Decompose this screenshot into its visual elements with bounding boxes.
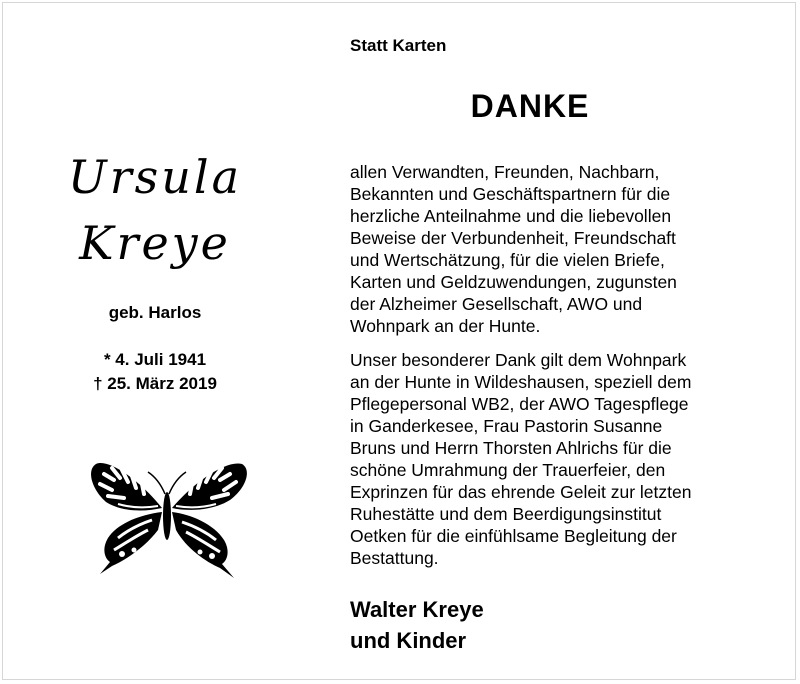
text-line: Bruns und Herrn Thorsten Ahlrichs für die bbox=[350, 438, 672, 458]
text-line: herzliche Anteilnahme und die liebevollen bbox=[350, 206, 672, 226]
birth-date: * 4. Juli 1941 bbox=[103, 350, 207, 369]
signature bbox=[350, 594, 484, 656]
text-line: in Ganderkesee, Frau Pastorin Susanne bbox=[350, 416, 663, 436]
text-line: allen Verwandten, Freunden, Nachbarn, bbox=[350, 162, 660, 182]
text-line: schöne Umrahmung der Trauerfeier, den bbox=[350, 460, 666, 480]
deceased-last-name: Kreye bbox=[79, 216, 231, 270]
text-line: Unser besonderer Dank gilt dem Wohnpark bbox=[350, 350, 687, 370]
text-line: der Alzheimer Gesellschaft, AWO und bbox=[350, 294, 643, 314]
thanks-paragraph-1 bbox=[350, 161, 750, 337]
text-line: Pflegepersonal WB2, der AWO Tagespflege bbox=[350, 394, 689, 414]
birth-name: geb. Harlos bbox=[108, 303, 202, 322]
text-line: Beweise der Verbundenheit, Freundschaft bbox=[350, 228, 676, 248]
text-line: Wohnpark an der Hunte. bbox=[350, 316, 541, 336]
life-dates bbox=[40, 348, 270, 396]
text-line: Ruhestätte und dem Beerdigungsinstitut bbox=[350, 504, 662, 524]
deceased-first-name: Ursula bbox=[67, 150, 243, 204]
text-line: Bestattung. bbox=[350, 548, 439, 568]
text-line: und Wertschätzung, für die vielen Briefe, bbox=[350, 250, 665, 270]
text-line: Bekannten und Geschäftspartnern für die bbox=[350, 184, 671, 204]
signature-name: Walter Kreye bbox=[350, 597, 484, 622]
text-line: Karten und Geldzuwendungen, zugunsten bbox=[350, 272, 677, 292]
butterfly-icon bbox=[78, 450, 256, 580]
statt-karten-label: Statt Karten bbox=[350, 36, 447, 55]
text-line: Oetken für die einfühlsame Begleitung der bbox=[350, 526, 677, 546]
text-line: an der Hunte in Wildeshausen, speziell dem bbox=[350, 372, 692, 392]
death-date: † 25. März 2019 bbox=[93, 374, 217, 393]
signature-family: und Kinder bbox=[350, 628, 467, 653]
danke-heading: DANKE bbox=[470, 88, 590, 124]
thanks-paragraph-2 bbox=[350, 349, 750, 569]
text-line: Exprinzen für das ehrende Geleit zur letzten bbox=[350, 482, 692, 502]
